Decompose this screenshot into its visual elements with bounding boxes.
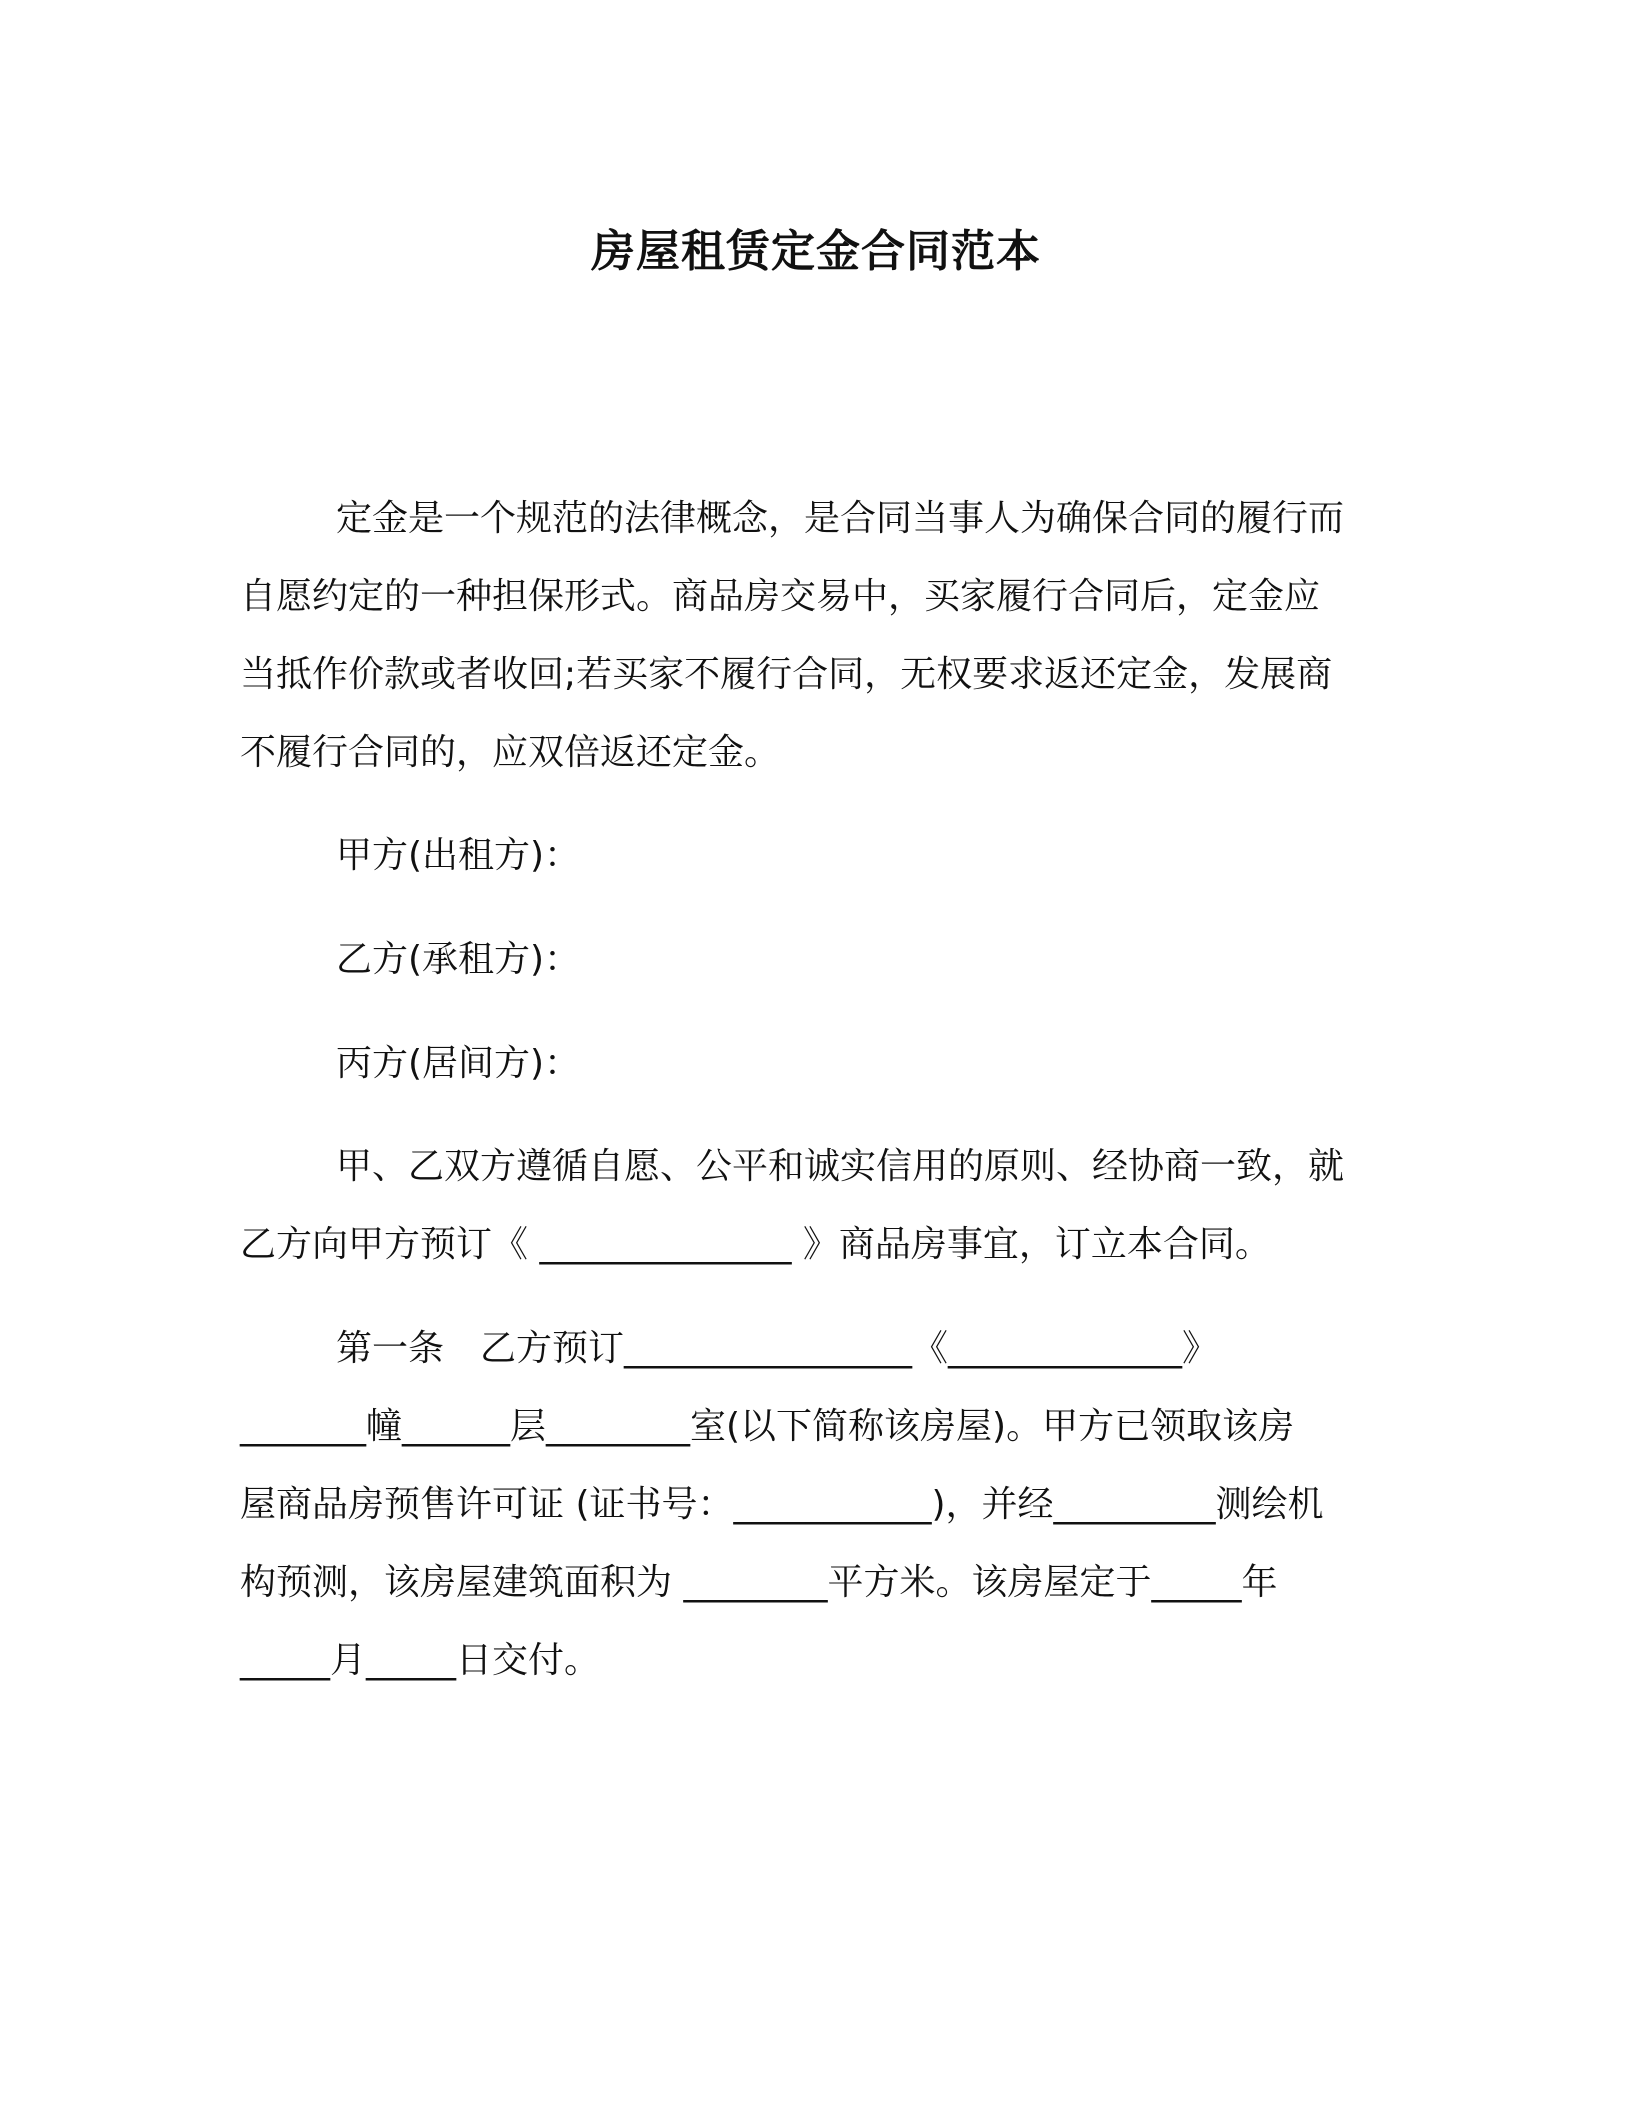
article-1-paragraph [240, 1310, 1380, 1700]
intro-line: 不履行合同的，应双倍返还定金。 [240, 732, 781, 773]
party-c-line [240, 1025, 1380, 1103]
article-1-line: 第一条 乙方预订________________《_____________》 [336, 1328, 1219, 1369]
article-1-line: _____月_____日交付。 [240, 1640, 601, 1681]
document-title: 房屋租赁定金合同范本 [591, 226, 1041, 277]
agreement-line: 乙方向甲方预订《 ______________ 》商品房事宜，订立本合同。 [240, 1224, 1271, 1265]
party-b-label: 乙方(承租方)： [336, 939, 581, 980]
intro-paragraph [240, 480, 1380, 792]
party-a-label: 甲方(出租方)： [336, 835, 581, 876]
party-a-line [240, 817, 1380, 895]
intro-line: 当抵作价款或者收回;若买家不履行合同，无权要求返还定金，发展商 [240, 654, 1333, 695]
intro-line: 自愿约定的一种担保形式。商品房交易中，买家履行合同后，定金应 [240, 576, 1321, 617]
article-1-line: 屋商品房预售许可证 (证书号：___________)，并经_________测绘机 [240, 1484, 1324, 1525]
article-1-line: 构预测，该房屋建筑面积为 ________平方米。该房屋定于_____年 [240, 1562, 1278, 1603]
intro-line: 定金是一个规范的法律概念，是合同当事人为确保合同的履行而 [336, 498, 1345, 539]
agreement-line: 甲、乙双方遵循自愿、公平和诚实信用的原则、经协商一致，就 [336, 1146, 1345, 1187]
party-b-line [240, 921, 1380, 999]
agreement-paragraph [240, 1128, 1380, 1284]
article-1-line: _______幢______层________室(以下简称该房屋)。甲方已领取该房 [240, 1406, 1295, 1447]
party-c-label: 丙方(居间方)： [336, 1043, 581, 1084]
